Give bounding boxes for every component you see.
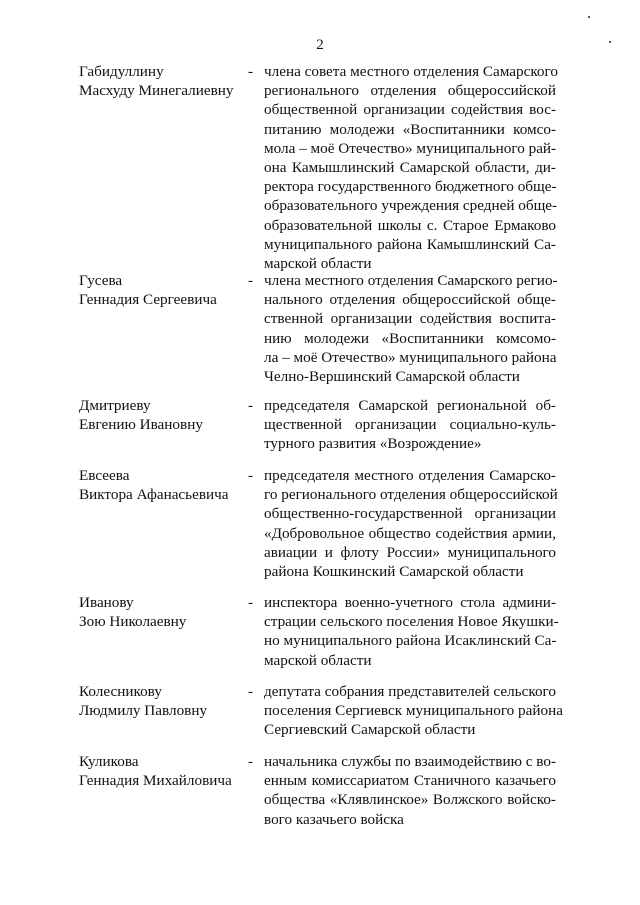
- scan-speck: [588, 16, 590, 18]
- description-line: вого казачьего войска: [264, 810, 404, 828]
- separator-dash: -: [248, 397, 254, 414]
- description-line: муниципального района Камышлинский Са-: [264, 235, 556, 253]
- description-line: но муниципального района Исаклинский Са-: [264, 632, 557, 650]
- description-line: енным комиссариатом Станичного казачьего: [264, 772, 556, 790]
- person-name-line: Зою Николаевну: [79, 613, 187, 630]
- description-line: мола – моё Отечество» муниципального рай-: [264, 139, 557, 157]
- description-line: Челно-Вершинский Самарской области: [264, 367, 520, 385]
- description-line: ректора государственного бюджетного обще-: [264, 178, 557, 196]
- description-line: го регионального отделения общероссийской: [264, 486, 558, 504]
- person-name-line: Куликова: [79, 753, 139, 770]
- person-name: [79, 466, 254, 504]
- person-name-line: Геннадия Сергеевича: [79, 291, 217, 308]
- description-line: района Кошкинский Самарской области: [264, 562, 524, 580]
- description-line: инспектора военно-учетного стола админи-: [264, 594, 556, 611]
- description-line: нию молодежи «Воспитанники комсомо-: [264, 329, 556, 347]
- description-line: регионального отделения общероссийской: [264, 82, 556, 100]
- person-name-line: Евсеева: [79, 467, 130, 484]
- description-line: щественной организации социально-куль-: [264, 416, 556, 434]
- description-line: Сергиевский Самарской области: [264, 721, 476, 739]
- description-line: страции сельского поселения Новое Якушки-: [264, 613, 559, 631]
- description-line: нального отделения общероссийской обще-: [264, 291, 556, 309]
- person-name-line: Евгению Ивановну: [79, 416, 203, 433]
- person-name-line: Гусева: [79, 272, 123, 289]
- person-name-line: Дмитриеву: [79, 397, 151, 414]
- separator-dash: -: [248, 63, 254, 80]
- position-description: [264, 682, 563, 740]
- description-line: питанию молодежи «Воспитанники комсо-: [264, 120, 556, 138]
- page-number: 2: [316, 37, 324, 53]
- description-line: турного развития «Возрождение»: [264, 435, 482, 453]
- person-name: [79, 752, 254, 790]
- separator-dash: -: [248, 594, 254, 611]
- person-name-line: Геннадия Михайловича: [79, 772, 232, 789]
- person-name-line: Людмилу Павловну: [79, 702, 208, 719]
- description-line: члена местного отделения Самарского регио-: [264, 272, 558, 289]
- description-line: общества «Клявлинское» Волжского войско-: [264, 791, 556, 809]
- description-line: депутата собрания представителей сельского: [264, 683, 556, 700]
- position-description: [264, 593, 559, 670]
- person-name-line: Габидуллину: [79, 63, 164, 80]
- description-line: члена совета местного отделения Самарского: [264, 63, 558, 80]
- separator-dash: -: [248, 467, 254, 484]
- separator-dash: -: [248, 753, 254, 770]
- description-line: марской области: [264, 254, 372, 272]
- separator-dash: -: [248, 272, 254, 289]
- description-line: она Камышлинский Самарской области, ди-: [264, 158, 556, 176]
- description-line: образовательной школы с. Старое Ермаково: [264, 216, 556, 234]
- description-line: «Добровольное общество содействия армии,: [264, 524, 556, 542]
- description-line: начальника службы по взаимодействию с во-: [264, 753, 556, 770]
- description-line: общественной организации содействия вос-: [264, 101, 556, 119]
- position-description: [264, 271, 556, 386]
- position-description: [264, 466, 556, 581]
- scan-speck: [609, 41, 611, 43]
- description-line: ла – моё Отечество» муниципального района: [264, 348, 557, 366]
- person-name: [79, 593, 254, 631]
- description-line: общественно-государственной организации: [264, 505, 556, 523]
- description-line: авиации и флоту России» муниципального: [264, 543, 556, 561]
- person-name: [79, 271, 254, 309]
- position-description: [264, 752, 556, 829]
- person-name-line: Виктора Афанасьевича: [79, 486, 229, 503]
- person-name: [79, 396, 254, 434]
- person-name-line: Колесникову: [79, 683, 162, 700]
- description-line: ственной организации содействия воспита-: [264, 310, 556, 328]
- person-name: [79, 62, 254, 100]
- person-name-line: Масхуду Минегалиевну: [79, 82, 234, 99]
- description-line: поселения Сергиевск муниципального района: [264, 702, 563, 720]
- separator-dash: -: [248, 683, 254, 700]
- description-line: председателя Самарской региональной об-: [264, 397, 556, 414]
- description-line: председателя местного отделения Самарско-: [264, 467, 556, 484]
- position-description: [264, 396, 556, 454]
- position-description: [264, 62, 556, 273]
- person-name-line: Иванову: [79, 594, 134, 611]
- description-line: образовательного учреждения средней обще-: [264, 197, 558, 215]
- person-name: [79, 682, 254, 720]
- description-line: марской области: [264, 651, 372, 669]
